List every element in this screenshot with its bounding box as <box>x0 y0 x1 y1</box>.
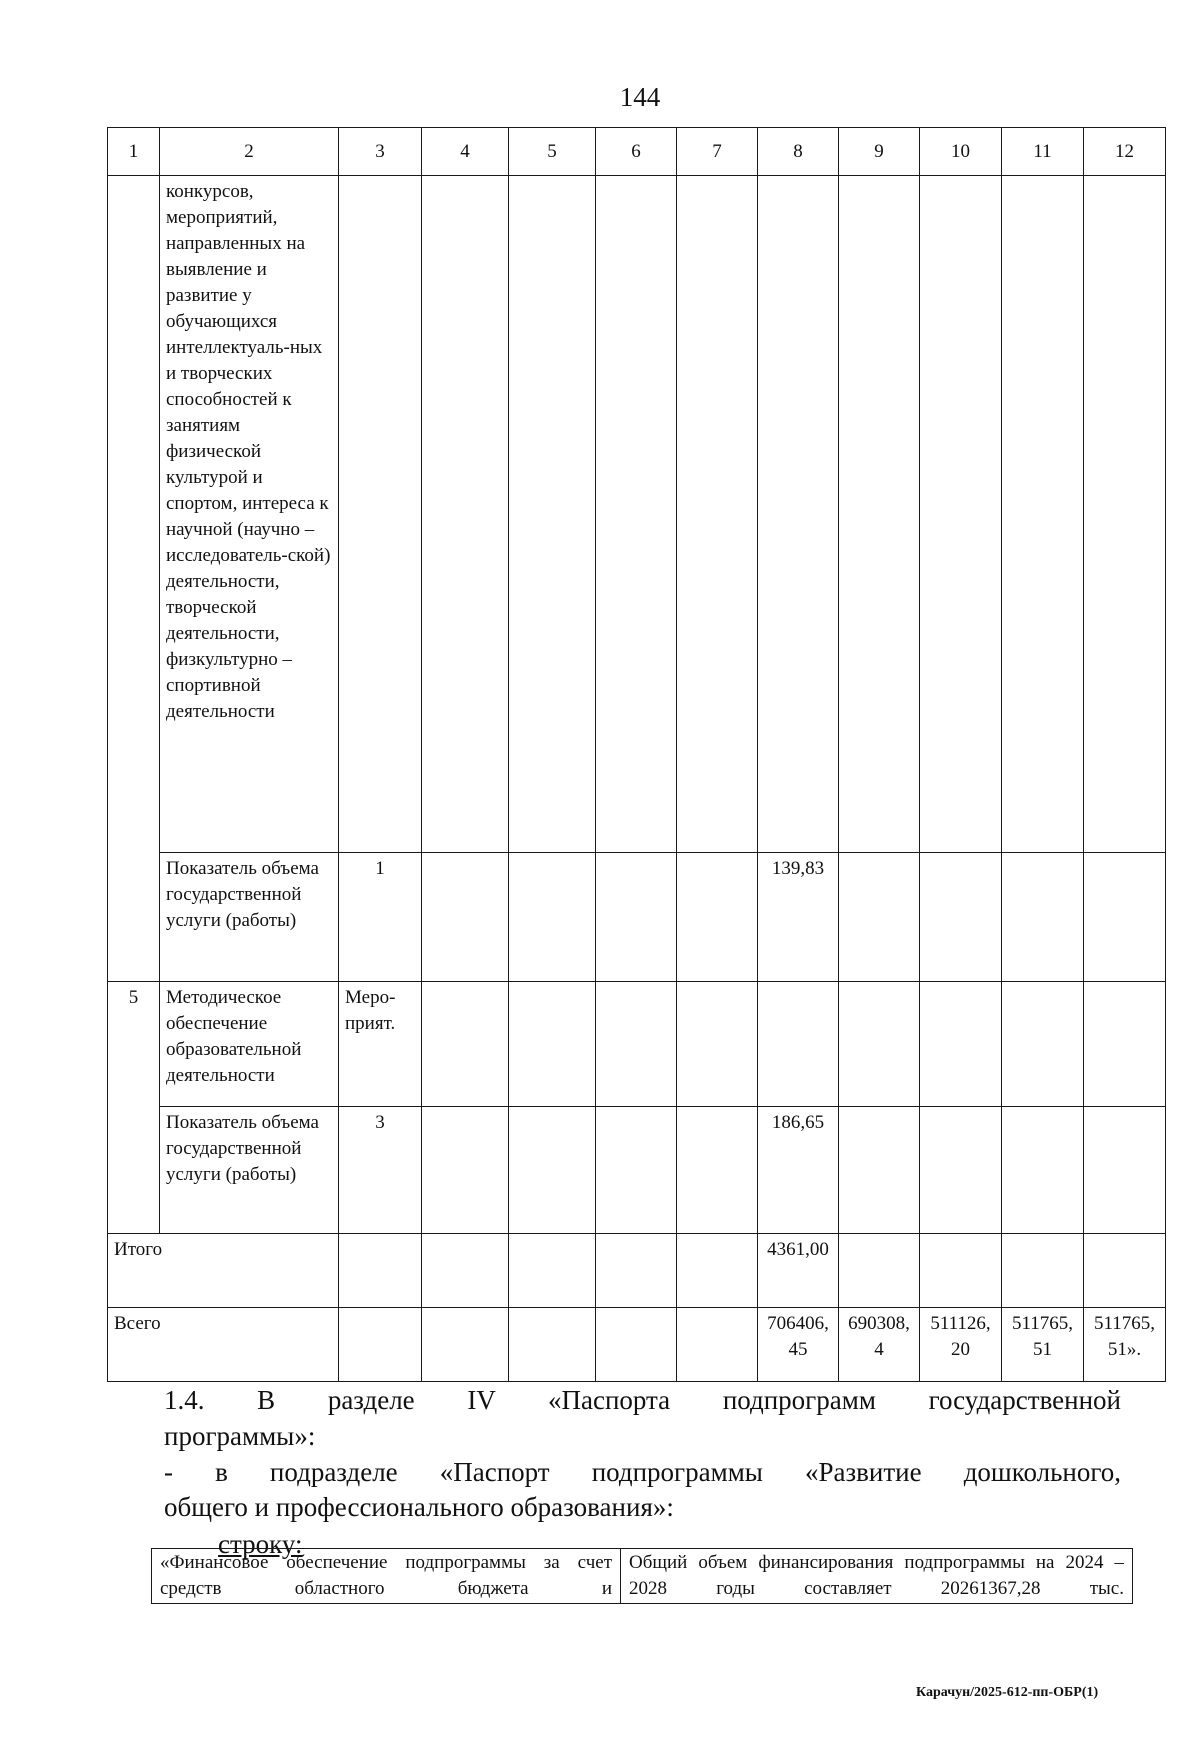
header-cell: 4 <box>422 128 509 176</box>
passport-label-cell: «Финансовое обеспечение подпрограммы за счет средств областного бюджета и <box>152 1549 621 1604</box>
row-number-cell <box>108 176 160 982</box>
table-row <box>108 982 1166 1107</box>
header-cell: 6 <box>596 128 677 176</box>
table-row <box>108 853 1166 982</box>
header-cell: 11 <box>1002 128 1084 176</box>
grand-total-value: 690308,4 <box>839 1308 920 1382</box>
header-cell: 12 <box>1084 128 1166 176</box>
event-name-cell: Методическое обеспечение образовательной деятельности <box>160 982 339 1107</box>
header-cell: 9 <box>839 128 920 176</box>
indicator-label-cell: Показатель объема государственной услуги (работы) <box>160 1107 339 1234</box>
event-description-cell: конкурсов, мероприятий, направленных на выявление и развитие у обучающихся интеллектуаль-ных и творческих способностей к занятиям физической культурой и спортом, интереса к научной (научно – исследователь-ской) деятельности, творческой деятельности, физкультурно – спортивной деятельности <box>160 176 339 853</box>
header-cell: 1 <box>108 128 160 176</box>
indicator-unit-cell: 1 <box>339 853 422 982</box>
total-label: Итого <box>108 1234 339 1308</box>
grand-total-label: Всего <box>108 1308 339 1382</box>
header-cell: 8 <box>758 128 839 176</box>
table-row <box>108 1107 1166 1234</box>
header-cell: 3 <box>339 128 422 176</box>
table-row <box>152 1549 1133 1604</box>
indicator-label-cell: Показатель объема государственной услуги (работы) <box>160 853 339 982</box>
paragraph-1-4-cont: программы»: <box>164 1421 316 1451</box>
grand-total-value: 706406,45 <box>758 1308 839 1382</box>
table-header-row <box>108 128 1166 176</box>
grand-total-value: 511765,51». <box>1084 1308 1166 1382</box>
grand-total-row <box>108 1308 1166 1382</box>
page-number: 144 <box>619 82 661 112</box>
header-cell: 7 <box>677 128 758 176</box>
budget-table <box>107 127 1166 1382</box>
document-footer-code: Карачун/2025-612-пп-ОБР(1) <box>916 1685 1099 1700</box>
paragraph-subsection: - в подразделе «Паспорт подпрограммы «Развитие дошкольного, <box>164 1457 1121 1487</box>
header-cell: 5 <box>509 128 596 176</box>
paragraph-line-label: строку: <box>218 1529 303 1559</box>
table-row <box>108 176 1166 853</box>
row-number-cell: 5 <box>108 982 160 1234</box>
indicator-unit-cell: 3 <box>339 1107 422 1234</box>
passport-value-cell: Общий объем финансирования подпрограммы на 2024 – 2028 годы составляет 20261367,28 тыс. <box>621 1549 1133 1604</box>
event-type-cell: Меро-прият. <box>339 982 422 1107</box>
paragraph-1-4: 1.4. В разделе IV «Паспорта подпрограмм государственной <box>164 1385 1121 1415</box>
value-cell: 139,83 <box>758 853 839 982</box>
total-row <box>108 1234 1166 1308</box>
value-cell: 186,65 <box>758 1107 839 1234</box>
header-cell: 10 <box>920 128 1002 176</box>
grand-total-value: 511765,51 <box>1002 1308 1084 1382</box>
passport-table <box>151 1548 1133 1604</box>
total-value: 4361,00 <box>758 1234 839 1308</box>
paragraph-subsection-cont: общего и профессионального образования»: <box>164 1492 674 1522</box>
grand-total-value: 511126,20 <box>920 1308 1002 1382</box>
header-cell: 2 <box>160 128 339 176</box>
